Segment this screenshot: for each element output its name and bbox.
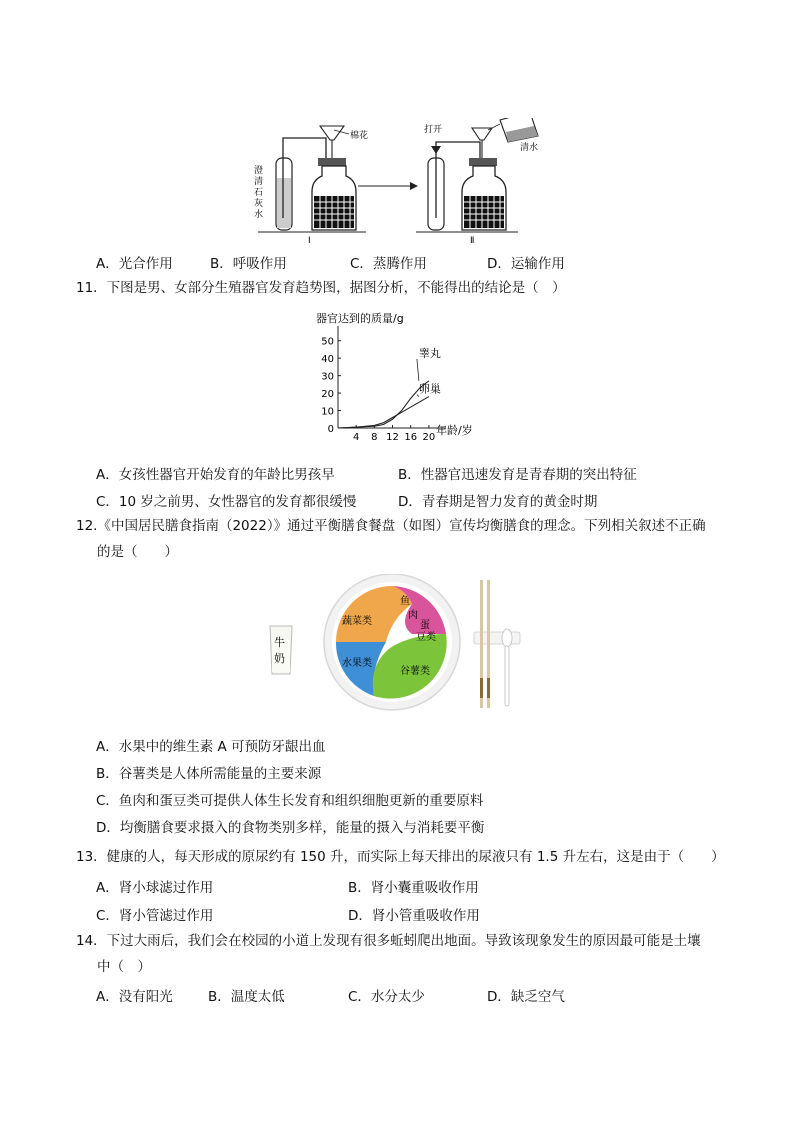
q13-option-c[interactable]: C．肾小管滤过作用	[96, 908, 214, 924]
q12-balanced-diet-plate-figure	[262, 574, 532, 714]
x-tick-label: 20	[422, 432, 436, 443]
label-fruit: 水果类	[342, 658, 372, 669]
svg-text:石: 石	[254, 188, 264, 198]
chart-xlabel: 年龄/岁	[436, 424, 473, 437]
series-label: 睾丸	[418, 346, 441, 360]
label-water: 清水	[520, 143, 539, 153]
q11-option-c[interactable]: C．10 岁之前男、女性器官的发育都很缓慢	[96, 494, 357, 510]
x-tick-label: 4	[352, 432, 360, 443]
q13-option-d[interactable]: D．肾小管重吸收作用	[348, 908, 480, 924]
q14-option-a[interactable]: A．没有阳光	[96, 989, 173, 1005]
svg-text:清: 清	[254, 177, 264, 187]
x-tick-label: 12	[386, 432, 399, 443]
q12-option-c[interactable]: C．鱼肉和蛋豆类可提供人体生长发育和组织细胞更新的重要原料	[96, 793, 484, 809]
q12-option-a[interactable]: A．水果中的维生素 A 可预防牙龈出血	[96, 739, 326, 755]
q12-option-d[interactable]: D．均衡膳食要求摄入的食物类别多样，能量的摄入与消耗要平衡	[96, 820, 485, 836]
series-leader-line	[417, 359, 419, 381]
q13-stem: 13．健康的人，每天形成的原尿约有 150 升，而实际上每天排出的尿液只有 1.5 升左右，这是由于（ ）	[76, 849, 725, 865]
label-vegetables: 蔬菜类	[342, 616, 372, 627]
q12-option-b[interactable]: B．谷薯类是人体所需能量的主要来源	[96, 766, 322, 782]
label-open: 打开	[424, 125, 443, 135]
svg-text:灰: 灰	[254, 199, 264, 209]
q11-option-d[interactable]: D．青春期是智力发育的黄金时期	[398, 494, 598, 510]
svg-text:豆类: 豆类	[416, 632, 436, 643]
apparatus-2	[416, 118, 538, 232]
chart-ylabel: 器官达到的质量/g	[316, 312, 404, 325]
y-tick-label: 40	[321, 354, 334, 366]
q11-stem: 11．下图是男、女部分生殖器官发育趋势图，据图分析，不能得出的结论是（ ）	[76, 280, 566, 296]
q14-option-c[interactable]: C．水分太少	[348, 989, 425, 1005]
svg-text:肉: 肉	[408, 610, 418, 621]
q10-option-d[interactable]: D．运输作用	[487, 256, 565, 272]
chopsticks-spoon-icon	[474, 580, 520, 708]
q11-option-b[interactable]: B．性器官迅速发育是青春期的突出特征	[398, 467, 637, 483]
label-II: Ⅱ	[470, 236, 475, 246]
svg-text:牛: 牛	[274, 636, 285, 649]
svg-text:澄: 澄	[254, 166, 264, 176]
label-limewater	[254, 164, 263, 220]
series-line-ovary	[338, 397, 429, 428]
q12-stem-line1: 12.《中国居民膳食指南（2022）》通过平衡膳食餐盘（如图）宣传均衡膳食的理念。下列相关叙述不正确	[76, 518, 706, 534]
q10-option-a[interactable]: A．光合作用	[96, 256, 173, 272]
y-tick-label: 30	[321, 371, 334, 383]
x-tick-label: 8	[371, 432, 378, 443]
label-I: Ⅰ	[308, 236, 311, 246]
label-grains: 谷薯类	[400, 666, 430, 677]
series-label: 卵巢	[418, 382, 441, 396]
svg-text:蛋: 蛋	[420, 620, 430, 631]
y-tick-label: 20	[321, 389, 334, 401]
y-tick-label: 50	[321, 336, 334, 348]
svg-text:水: 水	[254, 210, 264, 220]
milk-glass-icon	[270, 626, 292, 674]
q14-option-d[interactable]: D．缺乏空气	[487, 989, 565, 1005]
x-tick-label: 16	[404, 432, 418, 443]
q11-chart	[308, 308, 498, 444]
q13-option-a[interactable]: A．肾小球滤过作用	[96, 880, 214, 896]
y-tick-label: 10	[321, 406, 334, 418]
q14-stem-line2: 中（ ）	[97, 959, 151, 975]
svg-text:奶: 奶	[274, 652, 285, 665]
q14-stem-line1: 14．下过大雨后，我们会在校园的小道上发现有很多蚯蚓爬出地面。导致该现象发生的原因最可能是土壤	[76, 933, 701, 949]
q14-option-b[interactable]: B．温度太低	[208, 989, 285, 1005]
q10-apparatus-figure	[248, 118, 548, 246]
q10-option-b[interactable]: B．呼吸作用	[210, 256, 287, 272]
apparatus-1	[258, 126, 369, 232]
svg-text:鱼: 鱼	[400, 596, 410, 607]
q13-option-b[interactable]: B．肾小囊重吸收作用	[348, 880, 479, 896]
q10-option-c[interactable]: C．蒸腾作用	[350, 256, 427, 272]
arrow-right-icon	[358, 182, 418, 190]
q12-stem-line2: 的是（ ）	[97, 544, 178, 560]
label-cotton: 棉花	[350, 131, 369, 141]
q11-option-a[interactable]: A．女孩性器官开始发育的年龄比男孩早	[96, 467, 335, 483]
y-tick-label: 0	[327, 424, 334, 435]
